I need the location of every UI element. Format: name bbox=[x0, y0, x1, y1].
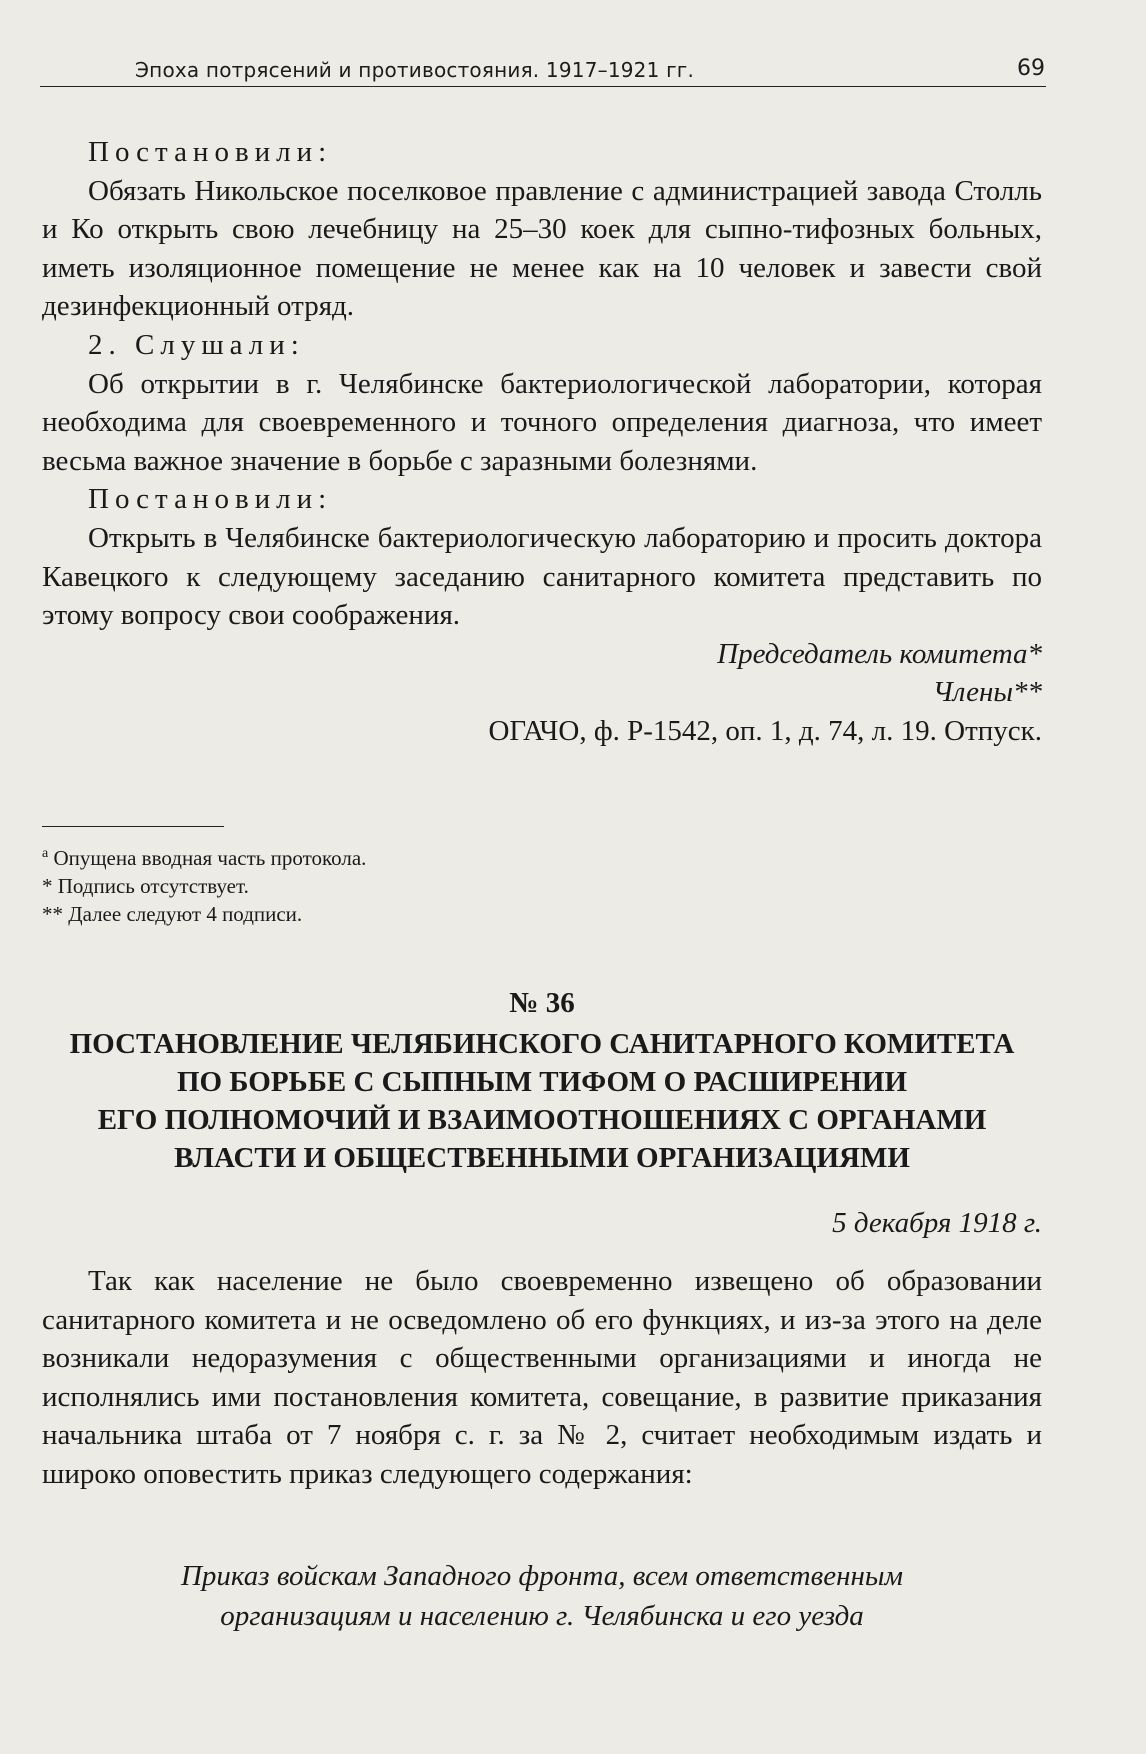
resolved2-text: Открыть в Челябинске бактериологическую лабораторию и просить доктора Кавецкого к следующему заседанию санитарного комитета представить по этому вопросу свои соображения. bbox=[42, 521, 1042, 632]
document-title-line: ПО БОРЬБЕ С СЫПНЫМ ТИФОМ О РАСШИРЕНИИ bbox=[176, 1066, 908, 1098]
members-signature: Члены** bbox=[932, 676, 1042, 709]
order-title-line-2: организациям и населению г. Челябинска и его уезда bbox=[220, 1600, 864, 1632]
heard-heading: 2. Слушали: bbox=[88, 328, 305, 361]
document-title-line: ВЛАСТИ И ОБЩЕСТВЕННЫМИ ОРГАНИЗАЦИЯМИ bbox=[174, 1142, 910, 1174]
document-number: № 36 bbox=[509, 987, 575, 1019]
section-protocol-continuation bbox=[42, 133, 1042, 751]
resolved-heading: Постановили: bbox=[88, 136, 333, 168]
header-rule bbox=[40, 86, 1046, 87]
footnote-double-star: ** Далее следуют 4 подписи. bbox=[42, 902, 303, 926]
resolved-text: Обязать Никольское поселковое правление с администрацией завода Столль и Ко открыть свою лечебницу на 25–30 коек для сыпно-тифозных больных, иметь изоляционное помещение не менее как на 10 человек и завести свой дезинфекционный отряд. bbox=[42, 174, 1042, 323]
document-title-line: ЕГО ПОЛНОМОЧИЙ И ВЗАИМООТНОШЕНИЯХ С ОРГАНАМИ bbox=[97, 1104, 987, 1136]
archive-reference: ОГАЧО, ф. Р-1542, оп. 1, д. 74, л. 19. Отпуск. bbox=[488, 714, 1042, 747]
document-title-line: ПОСТАНОВЛЕНИЕ ЧЕЛЯБИНСКОГО САНИТАРНОГО КОМИТЕТА bbox=[69, 1028, 1015, 1060]
footnotes bbox=[42, 840, 742, 928]
footnote-a: $^а$ Опущена вводная часть протокола. bbox=[42, 846, 367, 870]
running-header bbox=[40, 46, 1046, 86]
document-body-paragraph: Так как население не было своевременно извещено об образовании санитарного комитета и не осведомлено об его функциях, и из-за этого на деле возникали недоразумения с общественными организациями и иногда не исполнялись ими постановления комитета, совещание, в развитие приказания начальника штаба от 7 ноября с. г. за № 2, считает необходимым издать и широко оповестить приказ следующего содержания: bbox=[42, 1265, 1042, 1490]
chairman-signature: Председатель комитета* bbox=[717, 637, 1042, 670]
document-body bbox=[42, 1262, 1042, 1494]
page-number: 69 bbox=[1017, 56, 1045, 81]
running-title: Эпоха потрясений и противостояния. 1917–1921 гг. bbox=[135, 58, 695, 82]
document-title bbox=[42, 1025, 1042, 1177]
order-title-line-1: Приказ войскам Западного фронта, всем ответственным bbox=[180, 1560, 904, 1592]
footnote-star: * Подпись отсутствует. bbox=[42, 874, 249, 898]
footnote-rule bbox=[42, 826, 224, 827]
order-title bbox=[42, 1556, 1042, 1636]
heard-text: Об открытии в г. Челябинске бактериологической лаборатории, которая необходима для своевременного и точного определения диагноза, что имеет весьма важное значение в борьбе с заразными болезнями. bbox=[42, 367, 1042, 477]
resolved2-heading: Постановили: bbox=[88, 483, 333, 516]
document-date: 5 декабря 1918 г. bbox=[832, 1207, 1042, 1239]
